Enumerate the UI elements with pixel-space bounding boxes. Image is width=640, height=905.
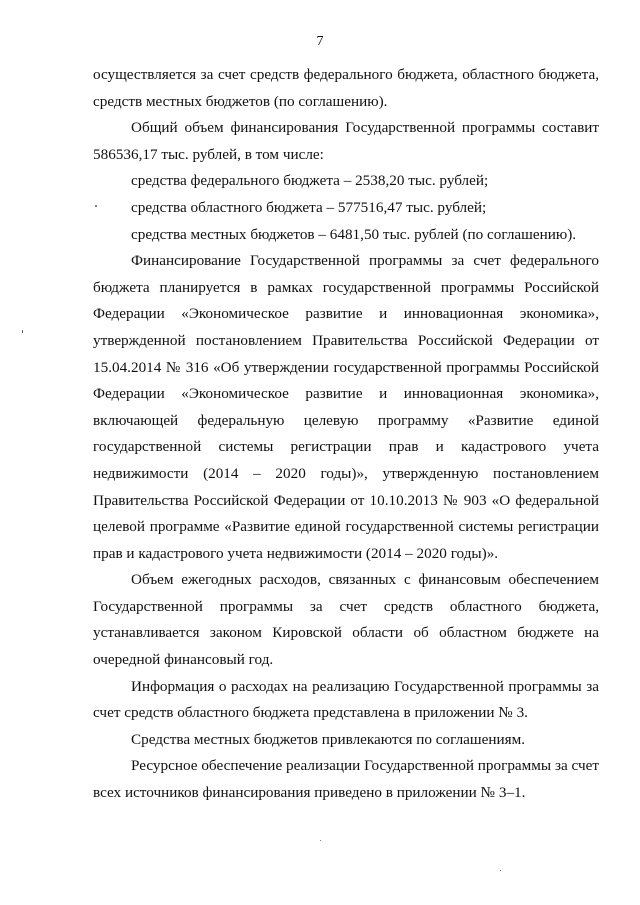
scan-speck [22, 330, 23, 333]
page-number: 7 [316, 34, 324, 49]
paragraph-annual-expenses: Объем ежегодных расходов, связанных с финансовым обеспечением Государственной программы за счет средств областного бюджета, устанавливается законом Кировской области об областном бюджете на очередной финансовый год. [93, 571, 599, 669]
list-item-regional-budget: средства областного бюджета – 577516,47 тыс. рублей; [131, 198, 487, 216]
scan-speck [95, 205, 97, 207]
paragraph-resource-support: Ресурсное обеспечение реализации Государственной программы за счет всех источников финансирования приведено в приложении № 3–1. [93, 757, 599, 802]
paragraph-federal-financing: Финансирование Государственной программы за счет федерального бюджета планируется в рамках государственной программы Российской Федерации «Экономическое развитие и инновационная экономика», утвержденной постановлением Правительства Российской Федерации от 15.04.2014 № 316 «Об утверждении государственной программы Российской Федерации «Экономическое развитие и инновационная экономика», включающей федеральную целевую программу «Развитие единой государственной системы регистрации прав и кадастрового учета недвижимости (2014 – 2020 годы)», утвержденную постановлением Правительства Российской Федерации от 10.10.2013 № 903 «О федеральной целевой программе «Развитие единой государственной системы регистрации прав и кадастрового учета недвижимости (2014 – 2020 годы)». [93, 252, 599, 562]
paragraph-total-funding: Общий объем финансирования Государственной программы составит 586536,17 тыс. рублей, в том числе: [93, 119, 599, 163]
list-item-local-budgets: средства местных бюджетов – 6481,50 тыс. рублей (по соглашению). [131, 225, 577, 243]
paragraph-local-budgets: Средства местных бюджетов привлекаются по соглашениям. [131, 730, 526, 748]
paragraph-funding-sources: осуществляется за счет средств федерального бюджета, областного бюджета, средств местных бюджетов (по соглашению). [93, 66, 599, 110]
paragraph-expense-information: Информация о расходах на реализацию Государственной программы за счет средств областного бюджета представлена в приложении № 3. [93, 677, 599, 722]
scan-speck [320, 840, 321, 841]
scan-speck [500, 870, 501, 871]
document-body [93, 62, 599, 807]
list-item-federal-budget: средства федерального бюджета – 2538,20 тыс. рублей; [131, 172, 489, 190]
